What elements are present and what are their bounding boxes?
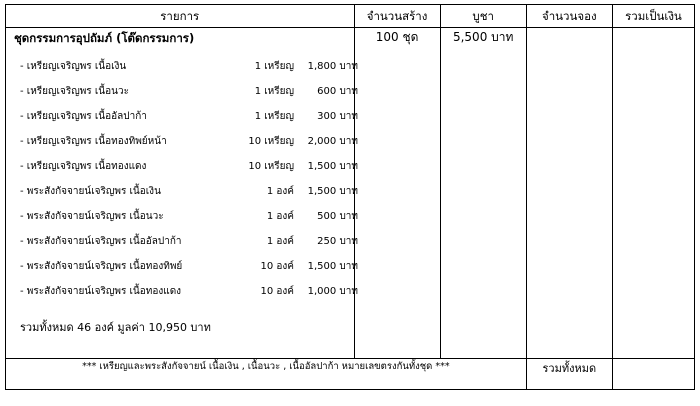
item-amount: 500 บาท (317, 211, 358, 222)
list-item (6, 129, 358, 154)
item-quantity: 1 องค์ (266, 186, 294, 197)
list-item (6, 79, 358, 104)
row-total-cell[interactable] (612, 28, 694, 359)
item-name: - พระสังกัจจายน์เจริญพร เนื้อทองทิพย์ (20, 261, 183, 272)
item-name: - เหรียญเจริญพร เนื้ออัลปาก้า (20, 111, 147, 122)
item-quantity: 1 เหรียญ (254, 61, 294, 72)
group-title: ชุดกรรมการอุปถัมภ์ (โต๊ดกรรมการ) (14, 31, 195, 45)
item-list-cell (6, 28, 358, 359)
item-name: - เหรียญเจริญพร เนื้อทองทิพย์หน้า (20, 136, 167, 147)
table-row (6, 28, 695, 359)
list-item (6, 179, 358, 204)
item-quantity: 10 องค์ (260, 286, 294, 297)
item-quantity: 10 องค์ (260, 261, 294, 272)
item-amount: 1,500 บาท (307, 186, 358, 197)
item-amount: 300 บาท (317, 111, 358, 122)
item-quantity: 1 องค์ (266, 211, 294, 222)
item-amount: 1,000 บาท (307, 286, 358, 297)
booked-quantity-cell[interactable] (526, 28, 612, 359)
item-quantity: 1 เหรียญ (254, 86, 294, 97)
list-item (6, 254, 358, 279)
item-name: - พระสังกัจจายน์เจริญพร เนื้อทองแดง (20, 286, 182, 297)
list-item (6, 154, 358, 179)
column-header-total: รวมเป็นเงิน (612, 5, 694, 28)
table-header-row (6, 5, 695, 28)
item-amount: 1,500 บาท (307, 261, 358, 272)
footer-note: *** เหรียญและพระสังกัจจายน์ เนื้อเงิน , เนื้อนวะ , เนื้ออัลปาก้า หมายเลขตรงกันทั้งชุด *** (6, 359, 527, 390)
list-item (6, 104, 358, 129)
item-quantity: 10 เหรียญ (248, 136, 294, 147)
column-header-price: บูชา (440, 5, 526, 28)
list-item (6, 229, 358, 254)
item-amount: 2,000 บาท (307, 136, 358, 147)
column-header-booked: จำนวนจอง (526, 5, 612, 28)
list-item (6, 54, 358, 79)
item-quantity: 10 เหรียญ (248, 161, 294, 172)
item-amount: 1,500 บาท (307, 161, 358, 172)
item-amount: 250 บาท (317, 236, 358, 247)
column-header-made: จำนวนสร้าง (354, 5, 440, 28)
order-table (5, 4, 695, 390)
item-name: - พระสังกัจจายน์เจริญพร เนื้อนวะ (20, 211, 164, 222)
item-amount: 600 บาท (317, 86, 358, 97)
item-name: - เหรียญเจริญพร เนื้อทองแดง (20, 161, 147, 172)
items-summary: รวมทั้งหมด 46 องค์ มูลค่า 10,950 บาท (20, 321, 211, 334)
price-cell: 5,500 บาท (440, 28, 526, 359)
footer-total-label: รวมทั้งหมด (526, 359, 612, 390)
item-name: - พระสังกัจจายน์เจริญพร เนื้อเงิน (20, 186, 161, 197)
list-item (6, 279, 358, 304)
item-amount: 1,800 บาท (307, 61, 358, 72)
item-name: - พระสังกัจจายน์เจริญพร เนื้ออัลปาก้า (20, 236, 182, 247)
item-quantity: 1 องค์ (266, 236, 294, 247)
made-quantity-cell: 100 ชุด (354, 28, 440, 359)
footer-total-value[interactable] (612, 359, 694, 390)
item-quantity: 1 เหรียญ (254, 111, 294, 122)
column-header-item: รายการ (6, 5, 355, 28)
item-name: - เหรียญเจริญพร เนื้อนวะ (20, 86, 129, 97)
item-name: - เหรียญเจริญพร เนื้อเงิน (20, 61, 127, 72)
list-item (6, 204, 358, 229)
footer-row (6, 359, 695, 390)
